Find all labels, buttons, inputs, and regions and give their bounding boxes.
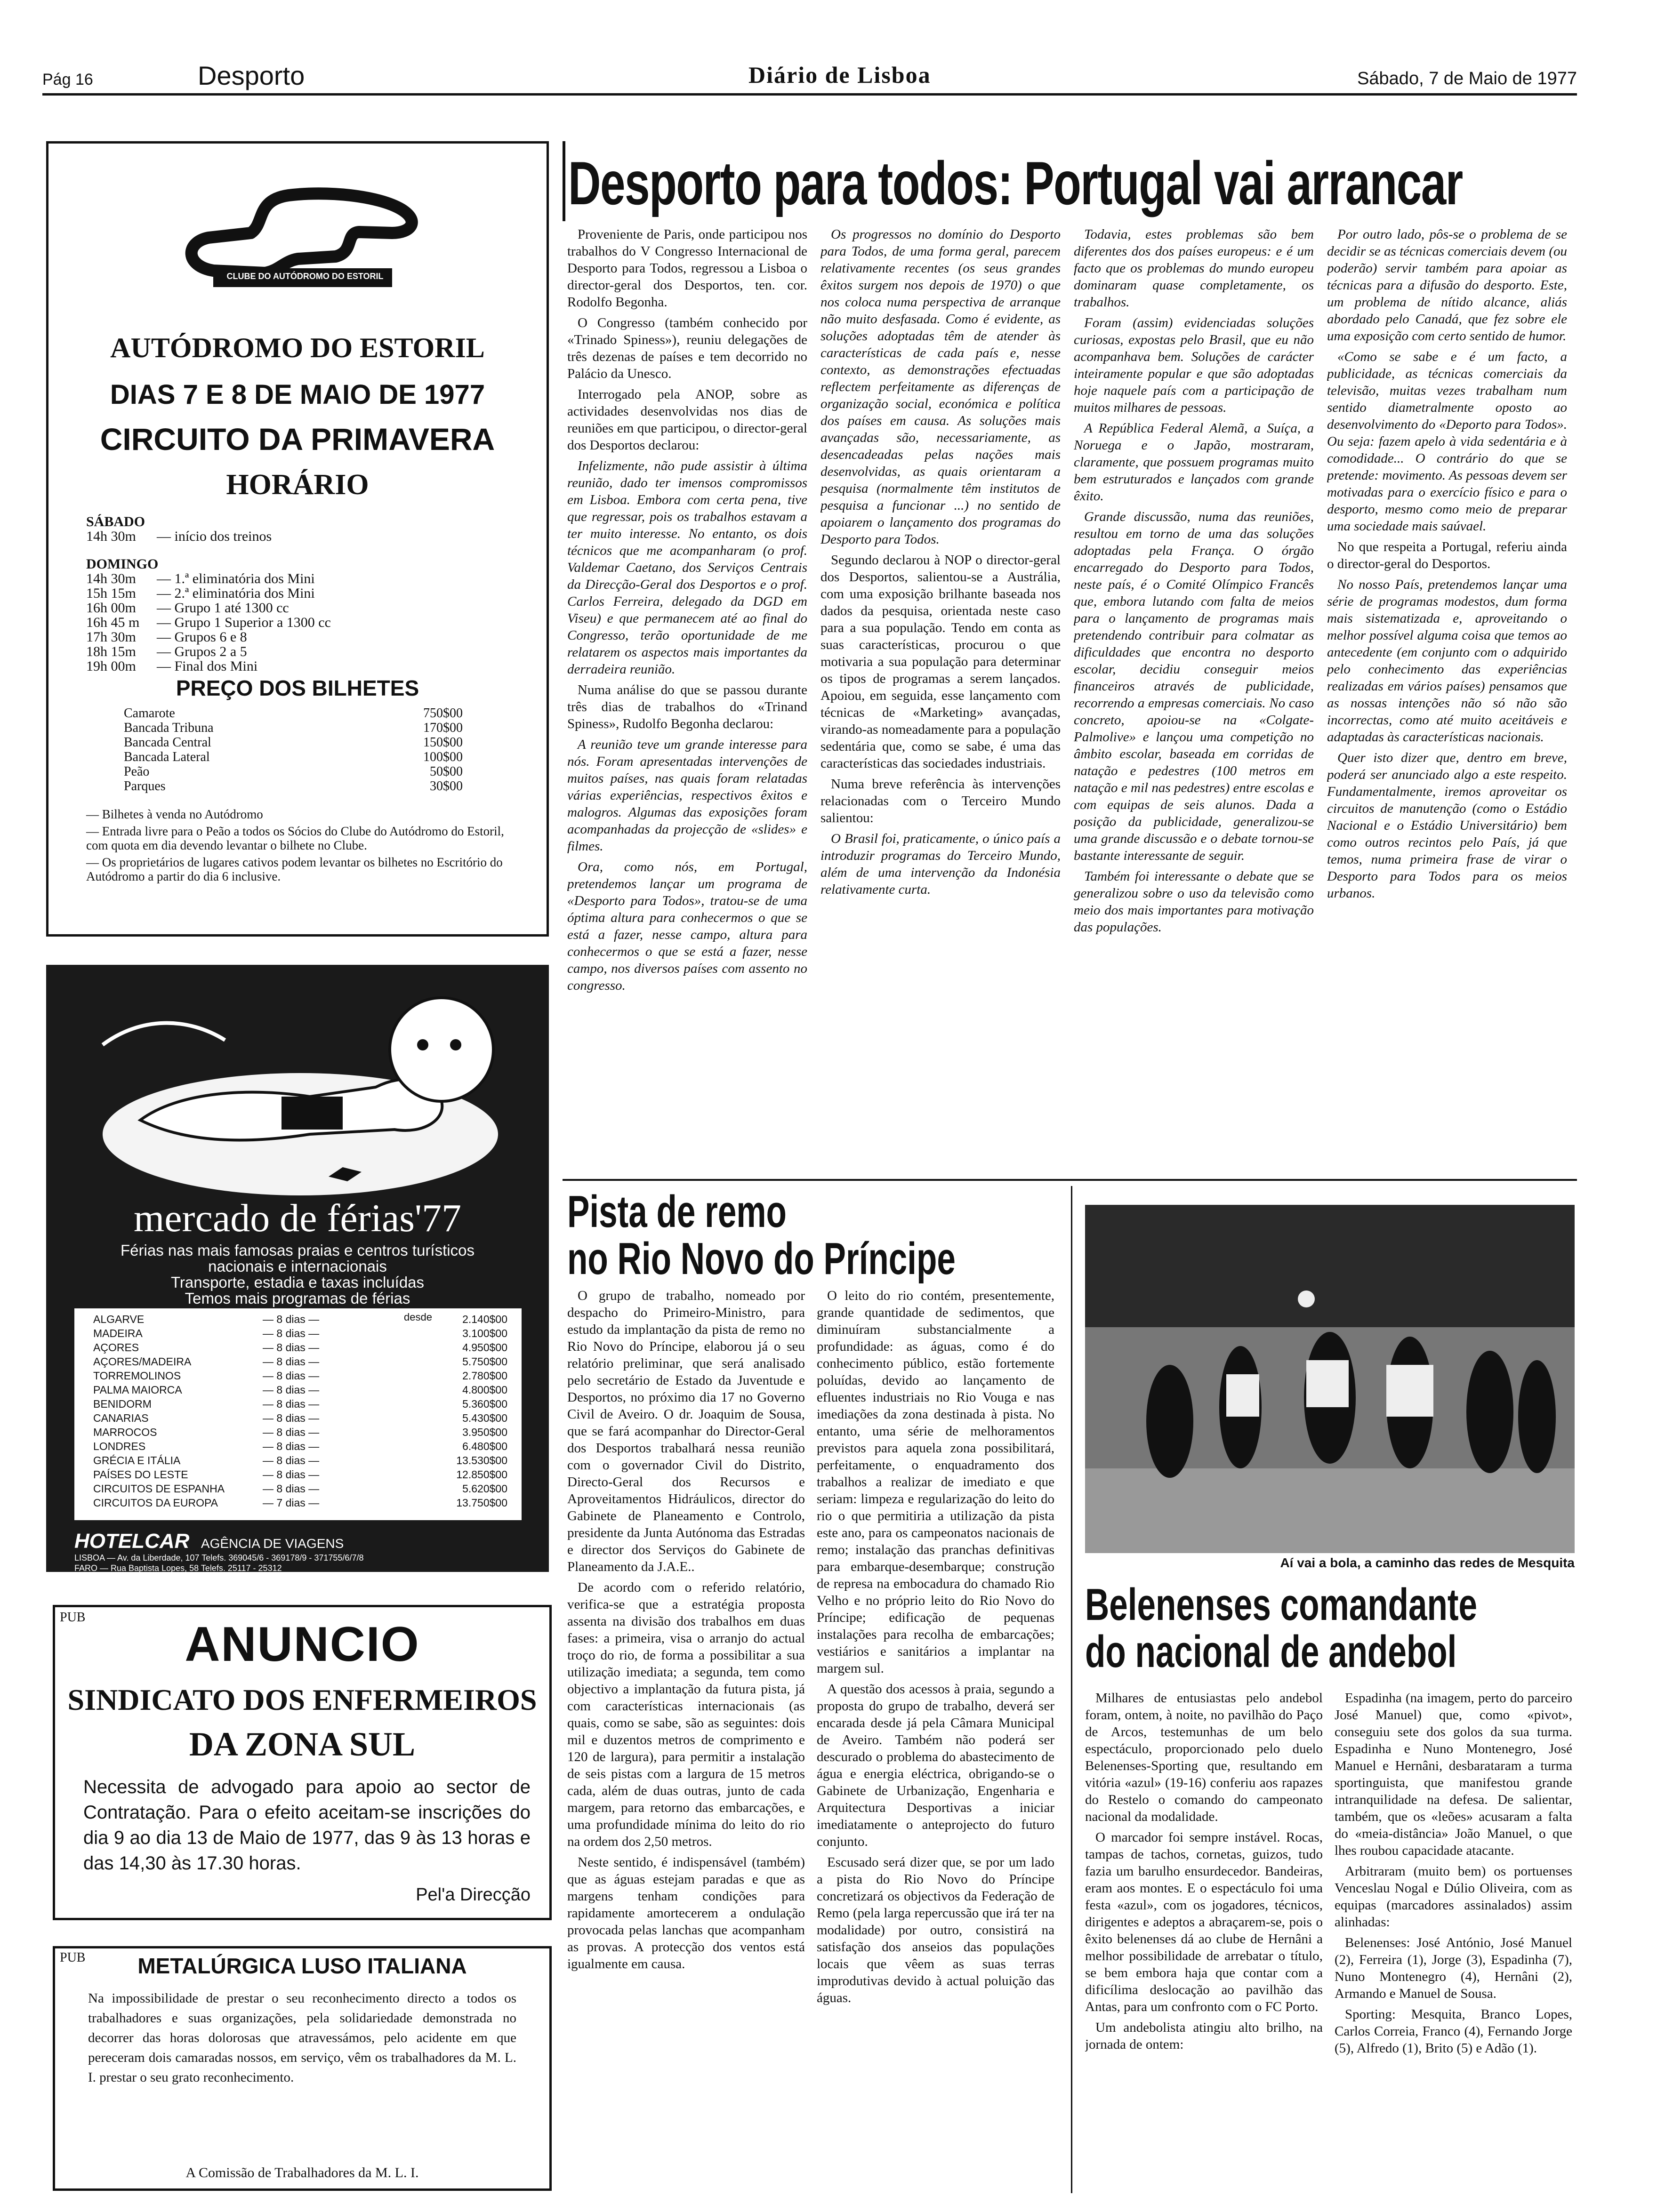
article-pista-de-remo [563,1186,1062,2193]
anuncio-title: ANUNCIO [185,1617,420,1672]
anuncio-org-line1: SINDICATO DOS ENFERMEIROS [67,1683,537,1716]
schedule-description: — Grupos 6 e 8 [157,629,247,645]
ticket-category: Camarote [124,706,175,721]
destination-days: — 7 dias — [263,1497,320,1509]
ferias-tagline-line: nacionais e internacionais [208,1258,387,1275]
domingo-schedule [86,571,510,673]
article-paragraph: Sporting: Mesquita, Branco Lopes, Carlos Correia, Franco (4), Fernando Jorge (5), Alfredo (1), Brito (5) e Adão (1). [1335,2007,1572,2056]
destination-days: — 8 dias — [263,1454,320,1467]
ticket-price-list [124,706,463,793]
destination-name: CIRCUITOS DA EUROPA [93,1497,218,1509]
schedule-description: — Final dos Mini [157,658,258,674]
precos-heading: PREÇO DOS BILHETES [176,676,419,700]
ticket-price: 30$00 [430,779,463,793]
metalurgica-signature: A Comissão de Trabalhadores da M. L. I. [185,2165,419,2180]
article-paragraph: Ora, como nós, em Portugal, pretendemos lançar um programa de «Desporto para Todos», tratou-se de uma óptima altura para conhecermos o que se está a fazer, nesse campo, altura para conhecermos o que se está a fazer, nesse campo, nos diversos países com assento no congresso. [567,859,807,993]
schedule-description: — 1.ª eliminatória dos Mini [157,571,315,586]
ticket-price: 170$00 [423,721,463,735]
schedule-description: — Grupos 2 a 5 [157,644,247,659]
anuncio-body: Necessita de advogado para apoio ao sector de Contratação. Para o efeito aceitam-se inscrições do dia 9 ao dia 13 de Maio de 1977, das 9 às 13 horas e das 14,30 às 17.30 horas. [83,1777,531,1874]
destination-days: — 8 dias — [263,1355,320,1368]
article-paragraph: Numa análise do que se passou durante três dias de trabalhos do «Trinand Spiness», Rudolfo Begonha declarou: [567,682,807,731]
autodromo-logo-text: CLUBE DO AUTÓDROMO DO ESTORIL [226,272,384,281]
destination-price: 3.950$00 [462,1426,507,1438]
desde-label: desde [404,1311,432,1323]
article1-column-1 [567,226,807,1167]
destination-days: — 8 dias — [263,1412,320,1424]
article-paragraph: Por outro lado, pôs-se o problema de se decidir se as técnicas comerciais devem (ou poderão) servir também para apoiar as técnicas para a difusão do desporto. Este, um problema de nítido alcance, aliás abordado pelo Canadá, que fez sobre ele uma exposição com certo sentido de humor. [1327,227,1567,344]
schedule-row [86,601,510,615]
destination-price: 2.140$00 [462,1313,507,1325]
schedule-row [86,571,510,586]
ticket-price: 100$00 [423,750,463,764]
destination-row [93,1439,507,1453]
metalurgica-ad [53,1946,552,2191]
article-paragraph: Belenenses: José António, José Manuel (2), Ferreira (1), Jorge (3), Espadinha (7), Nuno Montenegro (4), Hernâni (2), Armando e Manuel de Sousa. [1335,1935,1572,2001]
ferias-tagline-line: Férias nas mais famosas praias e centros turísticos [121,1242,475,1259]
article-paragraph: O leito do rio contém, presentemente, grande quantidade de sedimentos, que diminuíram substancialmente a profundidade: as águas, como é do conhecimento público, estão fortemente poluídas, devido ao lançamento de efluentes industriais no Rio Vouga e nas imediações da zona destinada à pista. No entanto, uma série de melhoramentos previstos para aquela zona possibilitará, perfeitamente, o enquadramento dos trabalhos a realizar de imediato e que seriam: limpeza e regularização do leito do rio o que permitiria a utilização da pista este ano, para os campeonatos nacionais de remo; instalação das pranchas definitivas para embarque-desembarque; construção de represa na embocadura do chamado Rio Velho e no próprio leito do Rio Novo do Príncipe; edificação de pequenas instalações para recolha de embarcações; vestiários e sanitários a implantar na margem sul. [817,1288,1054,1676]
ferias-ad [46,965,549,1572]
destination-list [93,1312,507,1510]
ticket-price-row [124,764,463,779]
destination-name: MADEIRA [93,1327,143,1339]
destination-price: 5.430$00 [462,1412,507,1424]
destination-price: 5.620$00 [462,1483,507,1495]
destination-name: ALGARVE [93,1313,145,1325]
schedule-time: 17h 30m [86,629,136,645]
ticket-price-row [124,750,463,764]
ticket-category: Parques [124,779,166,793]
destination-price: 2.780$00 [462,1370,507,1382]
ticket-category: Bancada Lateral [124,750,210,764]
destination-days: — 8 dias — [263,1370,320,1382]
ferias-tagline [46,1242,549,1306]
article-paragraph: O Congresso (também conhecido por «Trinado Spiness»), reuniu delegações de três dezenas de países e tem decorrido no Palácio da Unesco. [567,315,807,381]
ticket-price: 750$00 [423,706,463,721]
article1-headline-rule [563,141,565,221]
destination-row [93,1326,507,1340]
destination-row [93,1369,507,1383]
article-paragraph: Infelizmente, não pude assistir à última reunião, dado ter imensos compromissos em Lisboa. Embora com certa pena, tive que regressar, pois os trabalhos estavam a ter muito interesse. No entanto, os dois técnicos que me acompanharam (o prof. Valdemar Caetano, dos Serviços Centrais da Direcção-Geral dos Desportos e o prof. Carlos Ferreira, delegado da DGD em Viseu) e que permanecem até ao final do Congresso, terão oportunidade de me relatarem os aspectos mais importantes da derradeira reunião. [567,458,807,677]
article-paragraph: O marcador foi sempre instável. Rocas, tampas de tachos, cornetas, guizos, tudo fazia um barulho ensurdecedor. Bandeiras, eram aos montes. E o espectáculo foi uma festa «azul», com os jogadores, técnicos, dirigentes e adeptos a abraçarem-se, pois o êxito belenenses dá ao clube de Hernâni a melhor possibilidade de arrebatar o título, se bem embora haja que contar com a dificílima deslocação ao pavilhão das Antas, para um confronto com o FC Porto. [1085,1830,1323,2014]
article2-column-2 [817,1287,1054,2191]
schedule-description: — 2.ª eliminatória dos Mini [157,585,315,601]
anuncio-ad [53,1605,552,1920]
autodromo-event: CIRCUITO DA PRIMAVERA [100,422,495,457]
article-paragraph: Também foi interessante o debate que se generalizou sobre o uso da televisão como meio dos mais importantes para motivação das populações. [1074,869,1314,935]
ferias-title: mercado de férias'77 [133,1196,462,1240]
schedule-time: 16h 00m [86,600,136,616]
ferias-tagline-line: Transporte, estadia e taxas incluídas [170,1274,425,1291]
autodromo-note: — Bilhetes à venda no Autódromo [86,807,263,821]
destination-days: — 8 dias — [263,1398,320,1410]
article3-headline-line1: Belenenses comandante [1085,1579,1478,1630]
schedule-row [86,586,510,601]
ticket-price-row [124,706,463,721]
destination-price: 4.950$00 [462,1341,507,1354]
article-paragraph: Milhares de entusiastas pelo andebol foram, ontem, à noite, no pavilhão do Paço de Arcos, testemunhas de um belo espectáculo, proporcionado pelo duelo Belenenses-Sporting que, resultando em vitória «azul» (19-16) conferiu aos rapazes do Restelo o comando do campeonato nacional da modalidade. [1085,1691,1323,1824]
article3-column-2 [1335,1690,1572,2188]
handball-photo [1085,1205,1575,1553]
schedule-row [86,615,510,630]
destination-name: BENIDORM [93,1398,152,1410]
pub-label: PUB [60,1950,86,1965]
destination-days: — 8 dias — [263,1440,320,1452]
destination-price: 12.850$00 [456,1468,507,1481]
schedule-description: — Grupo 1 Superior a 1300 cc [157,615,331,630]
destination-price: 6.480$00 [462,1440,507,1452]
schedule-row [86,644,510,659]
autodromo-note: — Entrada livre para o Peão a todos os Sócios do Clube do Autódromo do Estoril, com quota em dia devendo levantar o bilhete no Clube. [86,824,504,852]
article-paragraph: Segundo declarou à NOP o director-geral dos Desportos, salientou-se a Austrália, com uma exposição brilhante baseada nos dados da pesquisa, orientada neste caso para a sua população. Tendo em conta as suas características, procurou o que motivaria a sua população para determinar os tipos de programas a serem lançados. Apoiou, em seguida, esse lançamento com técnicas de «Marketing» avançadas, virando-as nomeadamente para a população sedentária que, como se sabe, é uma das características das sociedades industriais. [820,553,1061,771]
hotelcar-logo: HOTELCAR [74,1530,190,1553]
article3-headline-line2: do nacional de andebol [1085,1627,1457,1677]
article-paragraph: O Brasil foi, praticamente, o único país a introduzir programas do Terceiro Mundo, além de uma intervenção da Indonésia relativamente curta. [820,831,1061,897]
page-number: Pág 16 [42,71,93,88]
destination-name: CANARIAS [93,1412,149,1424]
article2-headline-line2: no Rio Novo do Príncipe [567,1234,956,1284]
destination-price: 3.100$00 [462,1327,507,1339]
destination-days: — 8 dias — [263,1313,320,1325]
ticket-price-row [124,735,463,750]
article-paragraph: No que respeita a Portugal, referiu ainda o director-geral do Desportos. [1327,539,1567,571]
schedule-description: — início dos treinos [157,529,272,544]
destination-days: — 8 dias — [263,1468,320,1481]
ticket-price-row [124,721,463,735]
article1-column-4 [1327,226,1567,1167]
destination-row [93,1467,507,1482]
article-paragraph: De acordo com o referido relatório, verifica-se que a estratégia proposta assenta na divisão dos trabalhos em duas fases: a primeira, visa o arranjo do actual troço do rio, de forma a possibilitar a sua utilização imediata; a segunda, tem como objectivo a implantação da futura pista, já com características internacionais (as quais, como se sabe, são as seguintes: dois mil e duzentos metros de comprimento e 120 de largura), para permitir a instalação de seis pistas com a largura de 15 metros cada, além de duas outras, junto de cada margem, para retorno das embarcações, e uma profundidade mínima do leito do rio na ordem dos 2,50 metros. [567,1580,805,1849]
autodromo-logo [157,176,449,299]
destination-name: PALMA MAIORCA [93,1384,182,1396]
sabado-schedule [86,529,510,544]
destination-days: — 8 dias — [263,1384,320,1396]
article-paragraph: Escusado será dizer que, se por um lado a pista do Rio Novo do Príncipe concretizará os objectivos da Federação de Remo (pela larga repercussão que irá ter na modalidade) por outro, consistirá na satisfação dos anseios das populações locais que vêem as suas terras improdutivas devido à actual poluição das águas. [817,1855,1054,2005]
masthead [42,60,1577,93]
article-paragraph: Grande discussão, numa das reuniões, resultou em torno de uma das soluções adoptadas pela França. O órgão encarregado do Desporto para Todos, neste país, é o Comité Olímpico Francês que, embora lutando com falta de meios para o lançamento de programas mais pretendendo contribuir para colmatar as dificuldades que encontra no desporto escolar, decidiu conseguir meios financeiros através de publicidade, recorrendo a empresas comerciais. No caso concreto, apoiou-se na «Colgate-Palmolive» e lançou uma competição no âmbito escolar, baseada em corridas de natação e pedestres (100 metros em natação e mil nas pedestres) entre escolas e com equipas de seis alunos. Dada a posição da publicidade, generalizou-se uma grande discussão e o debate tornou-se bastante interessante de seguir. [1074,509,1314,863]
hotelcar-address-lisboa: LISBOA — Av. da Liberdade, 107 Telefs. 369045/6 - 369178/9 - 371755/6/7/8 [74,1553,364,1563]
photo-caption: Aí vai a bola, a caminho das redes de Mesquita [1280,1555,1575,1570]
article-paragraph: Arbitraram (muito bem) os portuenses Venceslau Nogal e Dúlio Oliveira, com as equipas (marcadores assinalados) assim alinhadas: [1335,1864,1572,1930]
destination-row [93,1453,507,1467]
autodromo-note: — Os proprietários de lugares cativos podem levantar os bilhetes no Escritório do Autódromo a partir do dia 6 inclusive. [86,855,503,883]
autodromo-dates: DIAS 7 E 8 DE MAIO DE 1977 [110,379,485,410]
article-paragraph: Numa breve referência às intervenções relacionadas com o Terceiro Mundo salientou: [820,777,1061,825]
hotelcar-brand [74,1530,526,1553]
article-paragraph: Interrogado pela ANOP, sobre as actividades desenvolvidas nos dias de reuniões em que participou, o director-geral dos Desportos declarou: [567,387,807,453]
destination-name: MARROCOS [93,1426,157,1438]
article-paragraph: Neste sentido, é indispensável (também) que as águas estejam paradas e que as margens tenham condições para rapidamente amortecerem a ondulação provocada pelas lanchas que acompanham as provas. A protecção dos ventos está igualmente em causa. [567,1855,805,1972]
article-divider [563,1179,1577,1181]
destination-days: — 8 dias — [263,1327,320,1339]
article-paragraph: Proveniente de Paris, onde participou nos trabalhos do V Congresso Internacional de Desporto para Todos, regressou a Lisboa o director-geral dos Desportos, ten. cor. Rodolfo Begonha. [567,227,807,310]
ticket-category: Bancada Tribuna [124,721,214,735]
issue-date: Sábado, 7 de Maio de 1977 [1357,69,1577,88]
article-paragraph: «Como se sabe e é um facto, a publicidade, as técnicas comerciais da televisão, muitas vezes trabalham num sentido diametralmente oposto ao desenvolvimento do «Deporto para Todos». Ou seja: fazem apelo à vida sedentária e à comodidade... O contrário do que se pretende: movimento. As pessoas devem ser motivadas para o exercício físico e para o desporto, mesmo como meio de preparar uma sociedade mais saúvael. [1327,349,1567,534]
destination-price: 5.360$00 [462,1398,507,1410]
article-paragraph: Todavia, estes problemas são bem diferentes dos dos países europeus: e é um facto que os problemas do mundo europeu dominaram quase completamente, os trabalhos. [1074,227,1314,310]
autodromo-notes [86,807,519,886]
metalurgica-body: Na impossibilidade de prestar o seu reconhecimento directo a todos os trabalhadores e suas organizações, pela solidariedade demonstrada no decorrer das horas dolorosas que atravessámos, pelo acidente em que pereceram dois camaradas nossos, em serviço, vêm os trabalhadores da M. L. I. prestar o seu grato reconhecimento. [88,1991,516,2085]
pub-label: PUB [60,1610,86,1625]
destination-row [93,1411,507,1425]
schedule-row [86,529,510,544]
autodromo-title: AUTÓDROMO DO ESTORIL [110,332,485,363]
destination-price: 13.530$00 [456,1454,507,1467]
article-paragraph: Espadinha (na imagem, perto do parceiro José Manuel) que, como «pivot», conseguiu sete dos golos da sua turma. Espadinha e Nuno Montenegro, José Manuel e Hernâni, desbarataram a turma sportinguista, que manifestou grande intranquilidade na defesa. De salientar, também, que os «leões» acusaram a falta do «meia-distância» João Manuel, o que lhes roubou capacidade atacante. [1335,1691,1572,1858]
schedule-time: 18h 15m [86,644,136,659]
article-paragraph: A reunião teve um grande interesse para nós. Foram apresentadas intervenções de muitos países, nas quais foram relatadas várias experiências, respectivos êxitos e malogros. Algumas das exposições foram acompanhadas da projecção de «slides» e filmes. [567,737,807,854]
newspaper-name: Diário de Lisboa [748,62,931,88]
schedule-description: — Grupo 1 até 1300 cc [157,600,289,616]
hotelcar-subtitle: AGÊNCIA DE VIAGENS [201,1536,344,1551]
anuncio-org-line2: DA ZONA SUL [189,1725,416,1763]
schedule-time: 16h 45 m [86,615,140,630]
article1-column-2 [820,226,1061,1167]
destination-row [93,1425,507,1439]
sabado-label: SÁBADO [86,514,145,529]
article-paragraph: No nosso País, pretendemos lançar uma série de programas modestos, dum forma mais sistematizada e, aproveitando o melhor possível alguma coisa que temos ao antecedente (em conjunto com o adquirido pelo conhecimento das experiências realizadas em vários países) pensamos que as nossas intenções não só não são incorrectas, como até muito aceitáveis e adaptadas às características nacionais. [1327,577,1567,745]
article-paragraph: Foram (assim) evidenciadas soluções curiosas, expostas pelo Brasil, que eu não acompanhava bem. Soluções de carácter inteiramente popular e que são adoptadas hoje naquele país com a participação de muitos milhares de pessoas. [1074,315,1314,415]
schedule-time: 19h 00m [86,658,136,674]
article-paragraph: Os progressos no domínio do Desporto para Todos, de uma forma geral, parecem relativamente recentes (os seus grandes êxitos surgem nos depois de 1970) o que nos coloca numa perspectiva de arranque não muito desfasada. Como é evidente, as soluções adoptadas têm de atender às características de cada país e, nesse contexto, as demonstrações efectuadas reflectem perfeitamente as diferenças de organização social, económica e política dos países em causa. As soluções mais avançadas são, necessariamente, as desencadeadas pelas nações mais desenvolvidas, as quais orientaram a pesquisa (normalmente têm institutos de pesquisa a funcionar ...) no sentido de apoiarem o lançamento dos programas do Desporto para Todos. [820,227,1061,547]
anuncio-signature: Pel'a Direcção [416,1885,531,1905]
destination-price: 5.750$00 [462,1355,507,1368]
article-paragraph: A República Federal Alemã, a Suíça, a Noruega e o Japão, mostraram, claramente, que possuem programas muito bem estruturados e lançados com grande êxito. [1074,421,1314,504]
destination-row [93,1340,507,1354]
sunbather-illustration [84,979,507,1205]
article2-headline-line1: Pista de remo [567,1186,787,1237]
metalurgica-title: METALÚRGICA LUSO ITALIANA [137,1954,467,1978]
schedule-row [86,659,510,673]
destination-row [93,1383,507,1397]
ticket-price-row [124,779,463,793]
article-desporto-para-todos [563,141,1577,1167]
destination-row [93,1482,507,1496]
destination-row [93,1312,507,1326]
destination-name: LONDRES [93,1440,146,1452]
article-belenenses [1080,1205,1579,2193]
destination-name: AÇORES/MADEIRA [93,1355,192,1368]
article-paragraph: A questão dos acessos à praia, segundo a proposta do grupo de trabalho, deverá ser encarada desde já pela Câmara Municipal de Aveiro. Também não poderá ser descurado o problema do abastecimento de água e energia eléctrica, obrigando-se o Gabinete de Urbanização, Engenharia e Arquitectura Desportivas a iniciar imediatamente o anteprojecto do futuro conjunto. [817,1682,1054,1849]
destination-name: CIRCUITOS DE ESPANHA [93,1483,225,1495]
article-paragraph: Quer isto dizer que, dentro em breve, poderá ser anunciado algo a este respeito. Fundamentalmente, iremos aproveitar os circuitos de manutenção (como o Estádio Nacional e o Estádio Universitário) bem como outros recintos pelo País, já que temos, numa primeira frase de virar o Desporto para Todos para os meios urbanos. [1327,750,1567,901]
destination-row [93,1397,507,1411]
masthead-rule [42,93,1577,96]
ticket-price: 50$00 [430,764,463,779]
destination-name: PAÍSES DO LESTE [93,1468,188,1481]
destination-days: — 8 dias — [263,1341,320,1354]
ferias-tagline-line: Temos mais programas de férias [185,1290,410,1307]
article3-column-1 [1085,1690,1323,2188]
schedule-block [86,514,510,673]
article1-headline: Desporto para todos: Portugal vai arrancar [568,149,1463,217]
column-rule [1071,1186,1072,2193]
section-name: Desporto [198,61,305,90]
schedule-time: 14h 30m [86,529,136,544]
destination-row [93,1496,507,1510]
ticket-price: 150$00 [423,735,463,750]
destination-name: TORREMOLINOS [93,1370,181,1382]
destination-price: 4.800$00 [462,1384,507,1396]
schedule-time: 14h 30m [86,571,136,586]
destination-price: 13.750$00 [456,1497,507,1509]
destination-name: AÇORES [93,1341,139,1354]
destination-days: — 8 dias — [263,1426,320,1438]
destination-name: GRÉCIA E ITÁLIA [93,1454,181,1467]
ferias-price-table [74,1308,522,1520]
schedule-time: 15h 15m [86,585,136,601]
ticket-category: Peão [124,764,150,779]
article1-column-3 [1074,226,1314,1167]
autodromo-horario-heading: HORÁRIO [226,469,369,501]
article-paragraph: Um andebolista atingiu alto brilho, na jornada de ontem: [1085,2020,1323,2052]
hotelcar-address-faro: FARO — Rua Baptista Lopes, 58 Telefs. 25117 - 25312 [74,1563,282,1573]
schedule-row [86,630,510,644]
ticket-category: Bancada Central [124,735,211,750]
destination-row [93,1354,507,1369]
article2-column-1 [567,1287,805,2191]
destination-days: — 8 dias — [263,1483,320,1495]
autodromo-ad [46,141,549,937]
domingo-label: DOMINGO [86,556,159,572]
article-paragraph: O grupo de trabalho, nomeado por despacho do Primeiro-Ministro, para estudo da implantação da pista de remo no Rio Novo do Príncipe, elaborou já o seu relatório preliminar, que será analisado pelo secretário de Estado da Juventude e Desportos, no próximo dia 17 no Governo Civil de Aveiro. O dr. Joaquim de Sousa, que se fará acompanhar do Director-Geral dos Desportos trabalhará nessa reunião com o governador Civil do Distrito, Directo-Geral dos Recursos e Aproveitamentos Hidráulicos, director do Gabinete de Planeamento e Controlo, presidente da Junta Autónoma das Estradas e director dos Serviços do Gabinete de Planeamento da J.A.E.. [567,1288,805,1574]
